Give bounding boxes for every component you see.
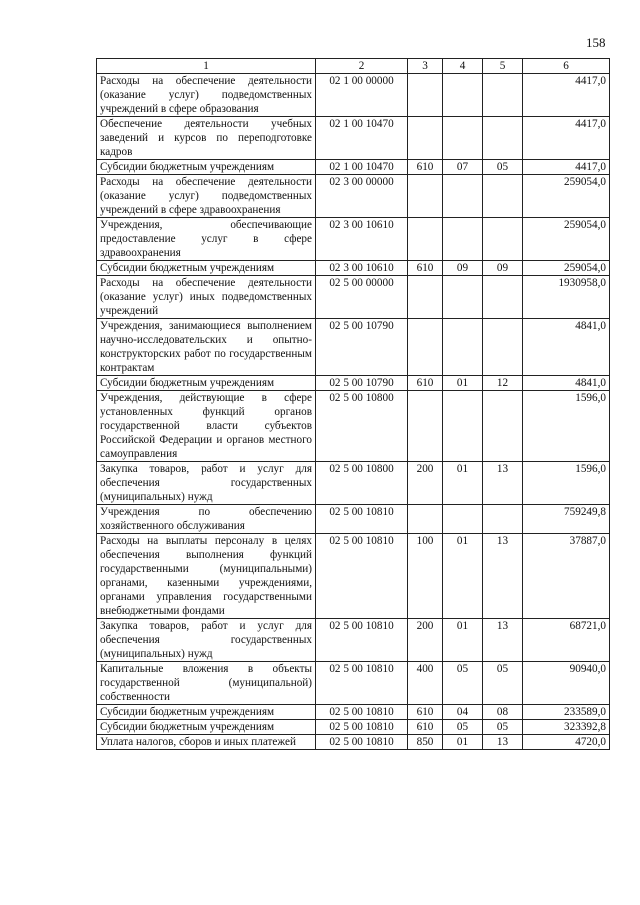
section: 04 <box>443 705 483 720</box>
table-row <box>97 505 610 534</box>
expense-name: Уплата налогов, сборов и иных платежей <box>97 735 316 750</box>
table-row <box>97 117 610 160</box>
amount: 4417,0 <box>523 74 610 117</box>
expense-name: Расходы на выплаты персоналу в целях обеспечения выполнения функций государственными (муниципальными) органами, казенными учреждениями, органами управления государственными внебюджетными фондами <box>97 534 316 619</box>
page-number: 158 <box>586 35 606 50</box>
subsection <box>483 319 523 376</box>
expense-name: Закупка товаров, работ и услуг для обеспечения государственных (муниципальных) нужд <box>97 462 316 505</box>
section: 07 <box>443 160 483 175</box>
expense-type <box>408 505 443 534</box>
column-header-5: 5 <box>483 59 523 74</box>
expense-name: Субсидии бюджетным учреждениям <box>97 376 316 391</box>
budget-table <box>96 58 610 750</box>
section <box>443 117 483 160</box>
subsection: 05 <box>483 160 523 175</box>
amount: 4417,0 <box>523 160 610 175</box>
section <box>443 276 483 319</box>
expense-type <box>408 117 443 160</box>
amount: 323392,8 <box>523 720 610 735</box>
expense-type: 610 <box>408 720 443 735</box>
expense-name: Учреждения, действующие в сфере установленных функций органов государственной власти субъектов Российской Федерации и органов местного самоуправления <box>97 391 316 462</box>
section: 09 <box>443 261 483 276</box>
section <box>443 74 483 117</box>
expense-type: 610 <box>408 376 443 391</box>
target-code: 02 5 00 10800 <box>316 462 408 505</box>
expense-type <box>408 276 443 319</box>
subsection: 05 <box>483 720 523 735</box>
target-code: 02 5 00 10790 <box>316 319 408 376</box>
table-row <box>97 735 610 750</box>
table-row <box>97 319 610 376</box>
table-row <box>97 391 610 462</box>
subsection: 13 <box>483 534 523 619</box>
amount: 233589,0 <box>523 705 610 720</box>
subsection <box>483 218 523 261</box>
expense-name: Субсидии бюджетным учреждениям <box>97 720 316 735</box>
expense-type: 610 <box>408 261 443 276</box>
column-header-1: 1 <box>97 59 316 74</box>
table-row <box>97 462 610 505</box>
subsection: 13 <box>483 619 523 662</box>
amount: 259054,0 <box>523 261 610 276</box>
amount: 90940,0 <box>523 662 610 705</box>
section: 01 <box>443 735 483 750</box>
amount: 37887,0 <box>523 534 610 619</box>
expense-type: 610 <box>408 160 443 175</box>
table-row <box>97 720 610 735</box>
expense-type <box>408 319 443 376</box>
amount: 1930958,0 <box>523 276 610 319</box>
amount: 4841,0 <box>523 376 610 391</box>
amount: 4841,0 <box>523 319 610 376</box>
section: 01 <box>443 619 483 662</box>
subsection <box>483 175 523 218</box>
amount: 259054,0 <box>523 175 610 218</box>
target-code: 02 1 00 10470 <box>316 160 408 175</box>
subsection: 12 <box>483 376 523 391</box>
column-header-3: 3 <box>408 59 443 74</box>
subsection: 09 <box>483 261 523 276</box>
column-header-2: 2 <box>316 59 408 74</box>
expense-name: Учреждения, занимающиеся выполнением научно-исследовательских и опытно-конструкторских работ по государственным контрактам <box>97 319 316 376</box>
table-row <box>97 619 610 662</box>
subsection <box>483 117 523 160</box>
amount: 259054,0 <box>523 218 610 261</box>
subsection: 13 <box>483 462 523 505</box>
subsection <box>483 276 523 319</box>
target-code: 02 5 00 10810 <box>316 619 408 662</box>
target-code: 02 1 00 00000 <box>316 74 408 117</box>
expense-name: Учреждения по обеспечению хозяйственного обслуживания <box>97 505 316 534</box>
expense-name: Обеспечение деятельности учебных заведений и курсов по переподготовке кадров <box>97 117 316 160</box>
target-code: 02 3 00 10610 <box>316 261 408 276</box>
column-header-4: 4 <box>443 59 483 74</box>
section: 05 <box>443 720 483 735</box>
expense-name: Субсидии бюджетным учреждениям <box>97 705 316 720</box>
expense-name: Закупка товаров, работ и услуг для обеспечения государственных (муниципальных) нужд <box>97 619 316 662</box>
amount: 4720,0 <box>523 735 610 750</box>
subsection <box>483 505 523 534</box>
target-code: 02 5 00 10810 <box>316 720 408 735</box>
section: 01 <box>443 376 483 391</box>
target-code: 02 5 00 10810 <box>316 662 408 705</box>
expense-type <box>408 74 443 117</box>
section: 01 <box>443 462 483 505</box>
expense-name: Учреждения, обеспечивающие предоставление услуг в сфере здравоохранения <box>97 218 316 261</box>
expense-name: Расходы на обеспечение деятельности (оказание услуг) подведомственных учреждений в сфере здравоохранения <box>97 175 316 218</box>
table-row <box>97 662 610 705</box>
section: 01 <box>443 534 483 619</box>
target-code: 02 3 00 10610 <box>316 218 408 261</box>
amount: 68721,0 <box>523 619 610 662</box>
expense-name: Капитальные вложения в объекты государственной (муниципальной) собственности <box>97 662 316 705</box>
amount: 4417,0 <box>523 117 610 160</box>
expense-name: Субсидии бюджетным учреждениям <box>97 160 316 175</box>
section <box>443 218 483 261</box>
section <box>443 175 483 218</box>
table-row <box>97 705 610 720</box>
target-code: 02 5 00 10790 <box>316 376 408 391</box>
expense-type: 200 <box>408 462 443 505</box>
subsection <box>483 391 523 462</box>
table-row <box>97 175 610 218</box>
table-row <box>97 276 610 319</box>
table-row <box>97 261 610 276</box>
target-code: 02 3 00 00000 <box>316 175 408 218</box>
subsection: 13 <box>483 735 523 750</box>
amount: 759249,8 <box>523 505 610 534</box>
expense-type <box>408 218 443 261</box>
expense-type <box>408 391 443 462</box>
target-code: 02 5 00 10810 <box>316 735 408 750</box>
subsection: 08 <box>483 705 523 720</box>
section <box>443 319 483 376</box>
header-row <box>97 59 610 74</box>
expense-type <box>408 175 443 218</box>
expense-type: 200 <box>408 619 443 662</box>
table-row <box>97 160 610 175</box>
subsection: 05 <box>483 662 523 705</box>
subsection <box>483 74 523 117</box>
expense-type: 400 <box>408 662 443 705</box>
amount: 1596,0 <box>523 391 610 462</box>
table-row <box>97 218 610 261</box>
target-code: 02 1 00 10470 <box>316 117 408 160</box>
table-row <box>97 376 610 391</box>
expense-name: Субсидии бюджетным учреждениям <box>97 261 316 276</box>
expense-name: Расходы на обеспечение деятельности (оказание услуг) подведомственных учреждений в сфере образования <box>97 74 316 117</box>
target-code: 02 5 00 10810 <box>316 534 408 619</box>
expense-type: 850 <box>408 735 443 750</box>
target-code: 02 5 00 00000 <box>316 276 408 319</box>
column-header-6: 6 <box>523 59 610 74</box>
target-code: 02 5 00 10810 <box>316 705 408 720</box>
section <box>443 505 483 534</box>
table-row <box>97 74 610 117</box>
amount: 1596,0 <box>523 462 610 505</box>
expense-type: 100 <box>408 534 443 619</box>
target-code: 02 5 00 10800 <box>316 391 408 462</box>
expense-type: 610 <box>408 705 443 720</box>
expense-name: Расходы на обеспечение деятельности (оказание услуг) иных подведомственных учреждений <box>97 276 316 319</box>
section: 05 <box>443 662 483 705</box>
section <box>443 391 483 462</box>
table-row <box>97 534 610 619</box>
target-code: 02 5 00 10810 <box>316 505 408 534</box>
